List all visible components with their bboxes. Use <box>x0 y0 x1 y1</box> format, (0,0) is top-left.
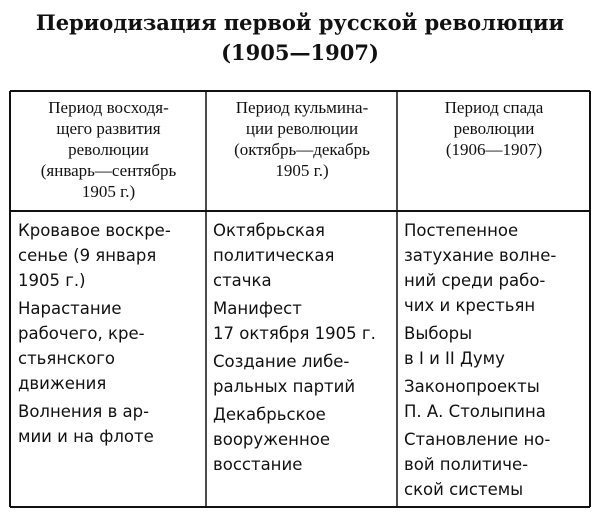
header-3-line-3: (1906—1907) <box>445 140 543 159</box>
title-line-2: (1905—1907) <box>221 40 379 65</box>
item-line: Декабрьское <box>213 405 326 424</box>
body-cell-2 <box>213 218 395 480</box>
item-line: П. А. Столыпина <box>404 402 546 421</box>
body-cell-3 <box>404 218 588 505</box>
header-2-line-3: (октябрь—декабрь <box>234 140 370 159</box>
list-item <box>18 218 204 293</box>
item-line: восстание <box>213 455 303 474</box>
item-line: движения <box>18 374 107 393</box>
list-item <box>18 399 204 449</box>
list-item <box>213 402 395 477</box>
item-line: Нарастание <box>18 299 122 318</box>
list-item <box>213 296 395 346</box>
list-item <box>213 218 395 293</box>
item-line: Становление но- <box>404 430 551 449</box>
header-1-line-2: щего развития <box>56 119 161 138</box>
list-item <box>404 218 588 318</box>
header-2-line-4: 1905 г.) <box>275 161 329 180</box>
item-line: вооруженное <box>213 430 330 449</box>
header-3-line-1: Период спада <box>444 98 544 117</box>
header-cell-3 <box>398 97 590 160</box>
item-line: затухание волне- <box>404 246 557 265</box>
list-item <box>213 349 395 399</box>
body-cell-1 <box>18 218 204 452</box>
header-1-line-1: Период восходя- <box>48 98 169 117</box>
item-line: политическая <box>213 246 335 265</box>
list-item <box>18 296 204 396</box>
item-line: 1905 г.) <box>18 271 86 290</box>
item-line: ской системы <box>404 480 524 499</box>
item-line: сенье (9 января <box>18 246 157 265</box>
item-line: Кровавое воскре- <box>18 221 171 240</box>
header-1-line-4: (январь—сентябрь <box>40 161 177 180</box>
header-cell-1 <box>11 97 206 202</box>
item-line: рабочего, кре- <box>18 324 145 343</box>
item-line: 17 октября 1905 г. <box>213 324 376 343</box>
item-line: ральных партий <box>213 377 356 396</box>
item-line: ний среди рабо- <box>404 271 546 290</box>
item-line: в I и II Думу <box>404 349 505 368</box>
header-1-line-5: 1905 г.) <box>81 182 136 201</box>
header-cell-2 <box>207 97 397 181</box>
item-line: Октябрьская <box>213 221 325 240</box>
item-line: вой политиче- <box>404 455 529 474</box>
item-line: Волнения в ар- <box>18 402 150 421</box>
item-line: Создание либе- <box>213 352 350 371</box>
item-line: чих и крестьян <box>404 296 536 315</box>
title-line-1: Периодизация первой русской революции <box>35 10 565 35</box>
item-line: Манифест <box>213 299 302 318</box>
header-3-line-2: революции <box>453 119 535 138</box>
list-item <box>404 321 588 371</box>
header-2-line-2: ции революции <box>245 119 359 138</box>
list-item <box>404 374 588 424</box>
item-line: Выборы <box>404 324 473 343</box>
header-1-line-3: революции <box>68 140 149 159</box>
item-line: стьянского <box>18 349 116 368</box>
header-2-line-1: Период кульмина- <box>235 98 369 117</box>
item-line: Постепенное <box>404 221 519 240</box>
item-line: стачка <box>213 271 272 290</box>
list-item <box>404 427 588 502</box>
item-line: Законопроекты <box>404 377 540 396</box>
page-title <box>0 8 600 68</box>
item-line: мии и на флоте <box>18 427 154 446</box>
